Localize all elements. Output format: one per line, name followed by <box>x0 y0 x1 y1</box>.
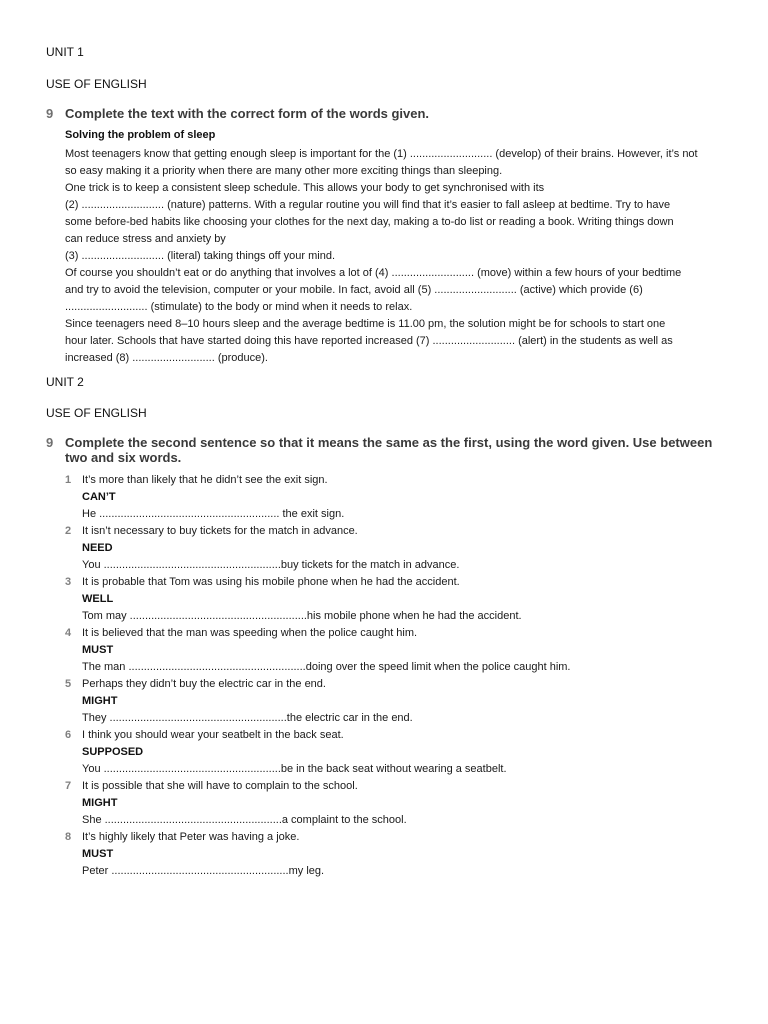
item-original-sentence: It’s more than likely that he didn’t see the exit sign. <box>82 474 328 486</box>
item-number: 6 <box>65 729 72 741</box>
item-original-sentence: It is believed that the man was speeding when the police caught him. <box>82 627 418 639</box>
item-original-sentence: It is possible that she will have to complain to the school. <box>82 780 358 792</box>
item-keyword: MIGHT <box>82 695 118 707</box>
item-keyword: CAN’T <box>82 491 116 503</box>
item-keyword: MUST <box>82 644 114 656</box>
item-number: 5 <box>65 678 72 690</box>
item-keyword: MIGHT <box>82 797 118 809</box>
unit1-exercise-instruction: Complete the text with the correct form of the words given. <box>65 106 430 121</box>
item-number: 8 <box>65 831 72 843</box>
item-original-sentence: It is probable that Tom was using his mobile phone when he had the accident. <box>82 576 460 588</box>
item-number: 3 <box>65 576 72 588</box>
passage-line: can reduce stress and anxiety by <box>65 233 226 245</box>
passage-line: so easy making it a priority when there are many other more exciting things than sleeping. <box>65 165 503 177</box>
item-answer-line: You ..........................................................be in the back seat without wearing a seatbelt. <box>82 763 507 775</box>
item-keyword: WELL <box>82 593 114 605</box>
item-answer-line: He ........................................................... the exit sign. <box>82 508 345 520</box>
unit2-heading: UNIT 2 <box>46 375 84 389</box>
item-original-sentence: It’s highly likely that Peter was having a joke. <box>82 831 300 843</box>
item-answer-line: The man ..........................................................doing over the speed limit when the police caught him. <box>82 661 571 673</box>
passage-line: One trick is to keep a consistent sleep schedule. This allows your body to get synchronised with its <box>65 182 545 194</box>
passage-line: some before-bed habits like choosing your clothes for the next day, making a to-do list or reading a book. Writing things down <box>65 216 674 228</box>
reading-passage <box>65 146 731 367</box>
unit1-section-title: USE OF ENGLISH <box>46 77 147 91</box>
passage-line: (2) ........................... (nature) patterns. With a regular routine you will find that it’s easier to fall asleep at bedtime. Try to have <box>65 199 671 211</box>
item-original-sentence: Perhaps they didn’t buy the electric car in the end. <box>82 678 326 690</box>
unit2-exercise-number: 9 <box>46 435 54 450</box>
item-number: 1 <box>65 474 72 486</box>
item-original-sentence: I think you should wear your seatbelt in the back seat. <box>82 729 344 741</box>
passage-line: hour later. Schools that have started doing this have reported increased (7) ........................... (alert) in the students as well as <box>65 335 673 347</box>
unit2-exercise-instruction: Complete the second sentence so that it means the same as the first, using the word given. Use between two and six words. <box>65 435 713 465</box>
item-keyword: NEED <box>82 542 113 554</box>
item-keyword: SUPPOSED <box>82 746 144 758</box>
item-keyword: MUST <box>82 848 114 860</box>
passage-line: ........................... (stimulate) to the body or mind when it needs to relax. <box>65 301 413 313</box>
item-number: 7 <box>65 780 72 792</box>
item-answer-line: They ..........................................................the electric car in the end. <box>82 712 413 724</box>
unit1-heading: UNIT 1 <box>46 45 84 59</box>
item-number: 2 <box>65 525 72 537</box>
passage-title: Solving the problem of sleep <box>65 129 216 141</box>
item-answer-line: Tom may ..........................................................his mobile phone when he had the accident. <box>82 610 522 622</box>
item-number: 4 <box>65 627 72 639</box>
passage-line: and try to avoid the television, computer or your mobile. In fact, avoid all (5) ........................... (active) which provide (6) <box>65 284 643 296</box>
item-answer-line: Peter ..........................................................my leg. <box>82 865 325 877</box>
item-answer-line: She ..........................................................a complaint to the school. <box>82 814 407 826</box>
unit2-section-title: USE OF ENGLISH <box>46 406 147 420</box>
item-original-sentence: It isn’t necessary to buy tickets for the match in advance. <box>82 525 358 537</box>
item-answer-line: You ..........................................................buy tickets for the match in advance. <box>82 559 460 571</box>
unit1-exercise-number: 9 <box>46 106 54 121</box>
passage-line: Since teenagers need 8–10 hours sleep and the average bedtime is 11.00 pm, the solution might be for schools to start one <box>65 318 666 330</box>
passage-line: Most teenagers know that getting enough sleep is important for the (1) ........................... (develop) of their brains. However, it’s not <box>65 148 698 160</box>
passage-line: (3) ........................... (literal) taking things off your mind. <box>65 250 335 262</box>
passage-line: increased (8) ........................... (produce). <box>65 352 268 364</box>
passage-line: Of course you shouldn’t eat or do anything that involves a lot of (4) ........................... (move) within a few hours of your bedtime <box>65 267 682 279</box>
